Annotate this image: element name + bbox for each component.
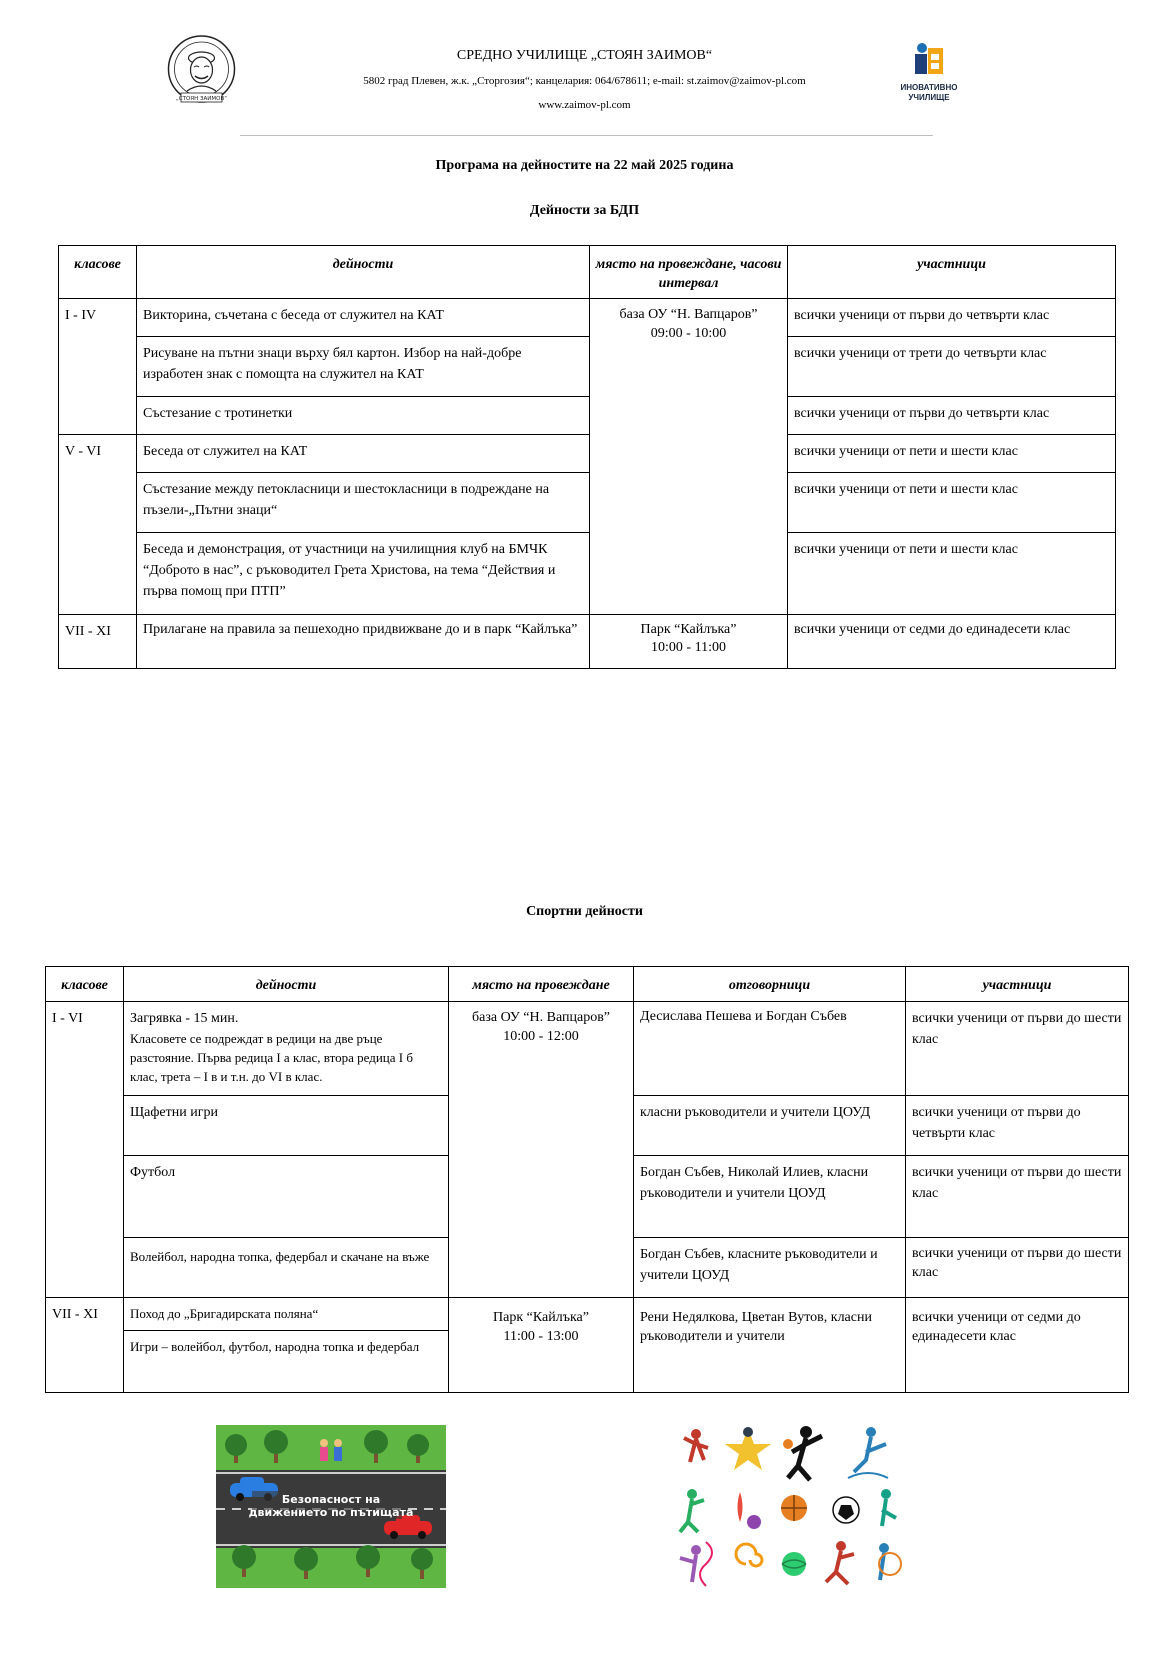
activity-cell: Щафетни игри [124,1096,449,1156]
table-row [59,533,1116,615]
column-header: място на провеждане [449,967,634,1002]
soccer-ball-icon [833,1497,859,1523]
table-header-row [46,967,1129,1002]
activity-title: Загрявка - 15 мин. [130,1011,239,1026]
column-header: дейности [137,246,590,299]
participants-cell: всички ученици от пети и шести клас [788,533,1116,615]
table-row [59,435,1116,473]
activity-cell: Прилагане на правила за пешеходно придвижване до и в парк “Кайлъка” [137,615,590,669]
activity-cell: Игри – волейбол, футбол, народна топка и федербал [124,1331,449,1393]
place-label: база ОУ “Н. Вапцаров” [471,1010,611,1025]
school-website: www.zaimov-pl.com [538,99,631,111]
participants-cell: всички ученици от пети и шести клас [788,435,1116,473]
responsible-cell: Богдан Събев, Николай Илиев, класни ръководители и учители ЦОУД [634,1156,906,1238]
column-header: класове [46,967,124,1002]
header-divider [240,135,933,136]
participants-cell: всички ученици от пети и шести клас [788,473,1116,533]
place-label: база ОУ “Н. Вапцаров” [619,307,758,322]
participants-cell: всички ученици от първи до шести клас [906,1238,1129,1298]
activity-cell: Рисуване на пътни знаци върху бял картон. Избор на най-добре изработен знак с помощта на служител на КАТ [137,337,590,397]
spiral-icon [736,1544,762,1566]
basketball-ball-icon [781,1495,807,1521]
figure-skater-icon [848,1427,888,1478]
bdp-heading: Дейности за БДП [529,203,640,218]
table-row [59,615,1116,669]
table-row [59,397,1116,435]
activity-cell: Поход до „Бригадирската поляна“ [124,1298,449,1331]
runner-icon [826,1541,854,1584]
participants-cell: всички ученици от първи до шести клас [906,1002,1129,1096]
column-header: участници [906,967,1129,1002]
place-time-cell [590,615,788,669]
time-interval: 11:00 - 13:00 [503,1329,579,1344]
table-row [59,299,1116,337]
sports-collage-picture [676,1422,904,1587]
participants-cell: всички ученици от седми до единадесети клас [906,1298,1129,1393]
activity-cell: Състезание с тротинетки [137,397,590,435]
responsible-cell: Богдан Събев, класните ръководители и учители ЦОУД [634,1238,906,1298]
responsible-cell: класни ръководители и учители ЦОУД [634,1096,906,1156]
gymnast-icon [684,1429,708,1462]
activity-cell: Състезание между петокласници и шестокласници в подреждане на пъзели-„Пътни знаци“ [137,473,590,533]
sport-table [45,966,1129,1393]
column-header: отговорници [634,967,906,1002]
grades-cell: VII - XI [46,1298,124,1393]
grades-cell: V - VI [59,435,137,615]
column-header: класове [59,246,137,299]
activity-description: Класовете се подреждат в редици на две ръце разстояние. Първа редица I а клас, втора редица I б клас, трета – I в и т.н. до VI в клас. [130,1031,413,1084]
handball-icon [782,1552,806,1576]
athlete-icon [881,1489,896,1526]
grades-cell: VII - XI [59,615,137,669]
table-row [46,1298,1129,1331]
table-row [59,337,1116,397]
table-header-row [59,246,1116,299]
place-label: Парк “Кайлъка” [640,622,737,637]
table-row [46,1002,1129,1096]
activity-cell: Беседа и демонстрация, от участници на училищния клуб на БМЧК “Доброто в нас”, с ръководител Грета Христова, на тема “Действия и първа помощ при ПТП” [137,533,590,615]
place-time-cell [590,299,788,615]
table-row [59,473,1116,533]
time-interval: 10:00 - 12:00 [503,1029,579,1044]
time-interval: 09:00 - 10:00 [650,326,727,341]
program-title: Програма на дейностите на 22 май 2025 година [435,158,734,173]
column-header: участници [788,246,1116,299]
grades-cell: I - IV [59,299,137,435]
caption-line-2: движението по пътищата [248,1506,414,1519]
star-athlete-icon [725,1427,771,1470]
participants-cell: всички ученици от трети до четвърти клас [788,337,1116,397]
ribbon-gymnast-icon [680,1542,712,1586]
sport-heading: Спортни дейности [526,904,643,919]
responsible-cell: Десислава Пешева и Богдан Събев [634,1002,906,1096]
bdp-table [58,245,1116,669]
participants-cell: всички ученици от седми до единадесети клас [788,615,1116,669]
column-header: място на провеждане, часови интервал [590,246,788,299]
innovative-school-label: ИНОВАТИВНО УЧИЛИЩЕ [900,83,958,102]
participants-cell: всички ученици от първи до четвърти клас [788,397,1116,435]
activity-cell: Волейбол, народна топка, федербал и скачане на въже [124,1238,449,1298]
activity-cell [124,1002,449,1096]
activity-cell: Футбол [124,1156,449,1238]
place-label: Парк “Кайлъка” [493,1310,589,1325]
svg-text:„СТОЯН ЗАИМОВ“: „СТОЯН ЗАИМОВ“ [175,96,228,102]
column-header: дейности [124,967,449,1002]
caption-line-1: Безопасност на [281,1493,381,1506]
grades-cell: I - VI [46,1002,124,1298]
place-time-cell [449,1298,634,1393]
basketball-player-icon [783,1426,822,1480]
school-address: 5802 град Плевен, ж.к. „Сторгозия“; канцелария: 064/678611; e-mail: st.zaimov@zaimov-pl.com [363,75,806,87]
activity-cell: Беседа от служител на КАТ [137,435,590,473]
responsible-cell: Рени Недялкова, Цветан Вутов, класни ръководители и учители [634,1298,906,1393]
participants-cell: всички ученици от първи до четвърти клас [906,1096,1129,1156]
participants-cell: всички ученици от първи до четвърти клас [788,299,1116,337]
road-safety-picture [216,1425,446,1588]
bowling-icon [738,1492,762,1529]
school-name: СРЕДНО УЧИЛИЩЕ „СТОЯН ЗАИМОВ“ [456,48,713,63]
hoop-gymnast-icon [879,1543,901,1580]
participants-cell: всички ученици от първи до шести клас [906,1156,1129,1238]
place-time-cell [449,1002,634,1298]
time-interval: 10:00 - 11:00 [651,640,726,655]
football-player-icon [680,1489,704,1532]
activity-cell: Викторина, съчетана с беседа от служител на КАТ [137,299,590,337]
